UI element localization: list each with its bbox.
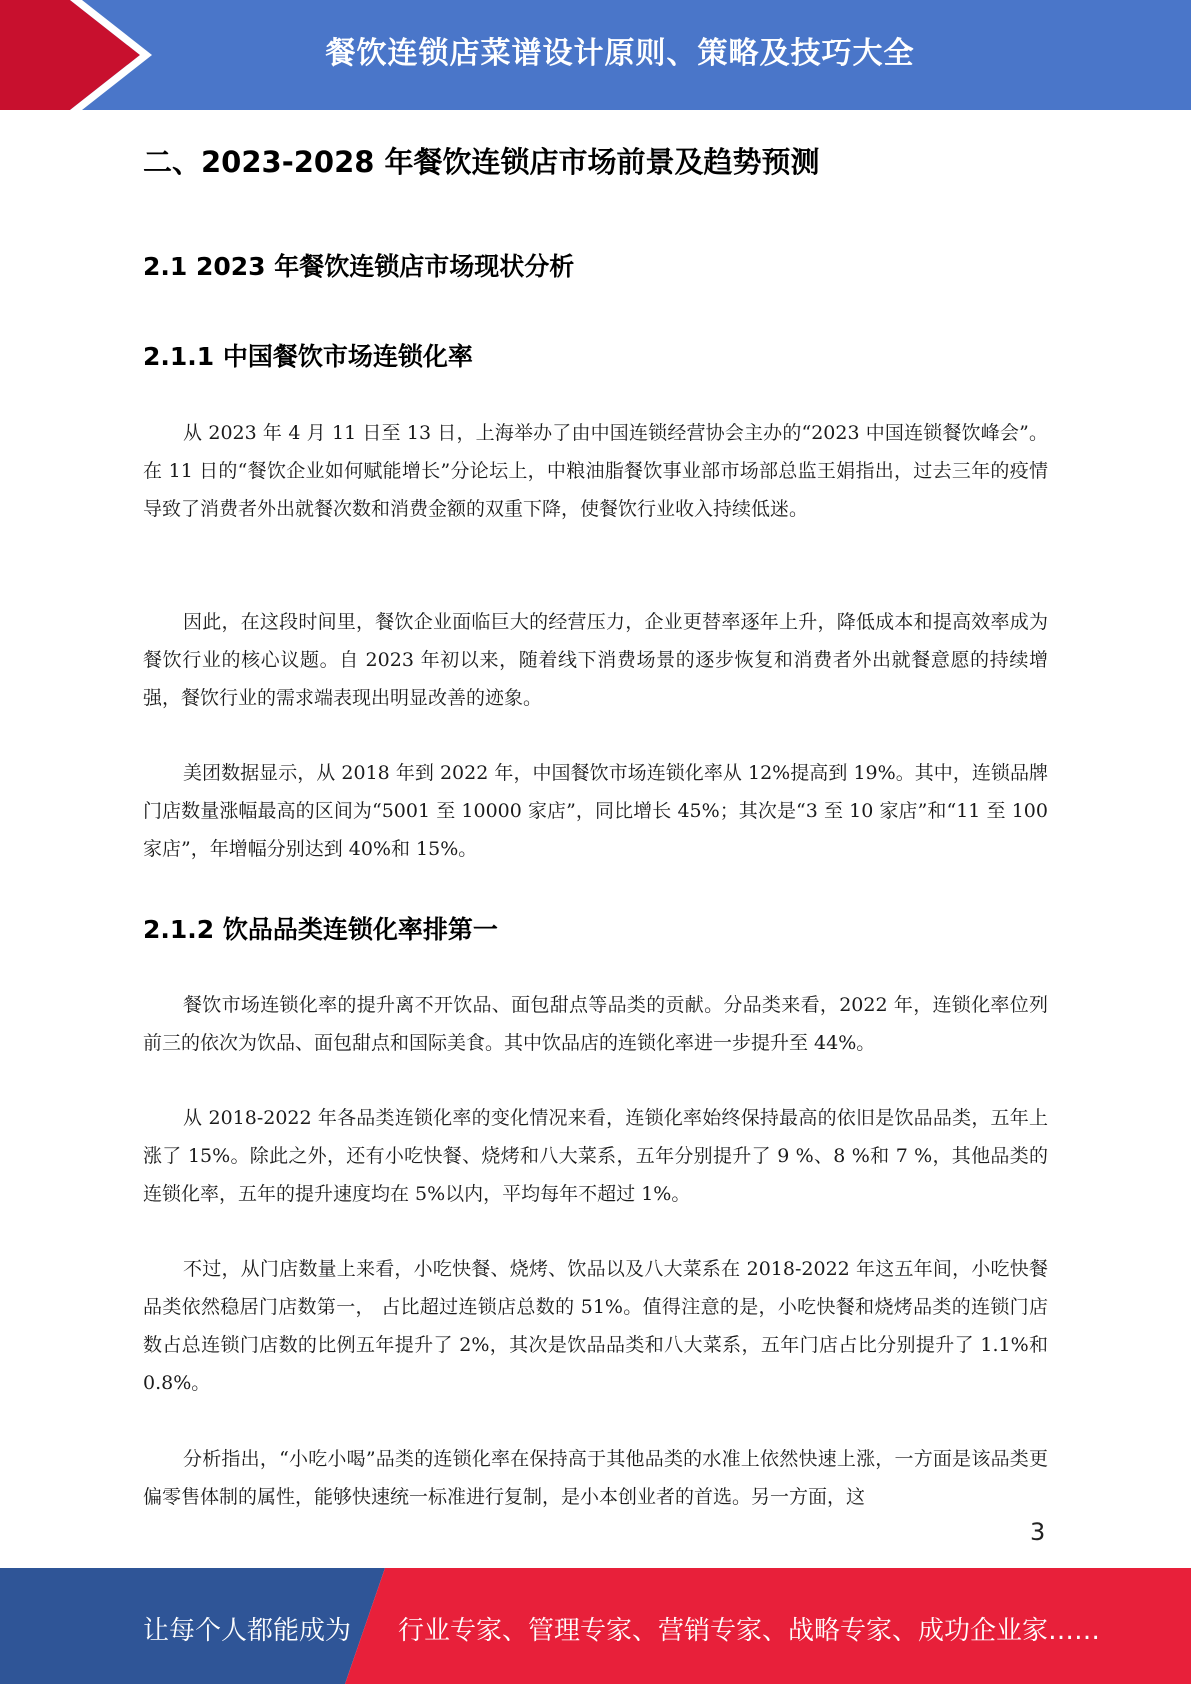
footer-slogan-right: 行业专家、管理专家、营销专家、战略专家、成功企业家…… <box>398 1616 1101 1646</box>
paragraph-1: 从 2023 年 4 月 11 日至 13 日，上海举办了由中国连锁经营协会主办的“2023 中国连锁餐饮峰会”。在 11 日的“餐饮企业如何赋能增长”分论坛上，中粮油脂餐饮事业部市场部总监王娟指出，过去三年的疫情导致了消费者外出就餐次数和消费金额的双重下降，使餐饮行业收入持续低迷。 <box>143 422 1048 520</box>
section-heading-2-1: 2.1 2023 年餐饮连锁店市场现状分析 <box>143 252 575 281</box>
section-heading-2-1-2: 2.1.2 饮品品类连锁化率排第一 <box>143 915 498 944</box>
section-heading-2-1-1: 2.1.1 中国餐饮市场连锁化率 <box>143 342 473 371</box>
paragraph-5: 从 2018-2022 年各品类连锁化率的变化情况来看，连锁化率始终保持最高的依旧是饮品品类，五年上涨了 15%。除此之外，还有小吃快餐、烧烤和八大菜系，五年分别提升了 9 %、8 %和 7 %，其他品类的连锁化率，五年的提升速度均在 5%以内，平均每年不超过 1%。 <box>143 1107 1048 1205</box>
page-number: 3 <box>1030 1518 1046 1546</box>
page-footer <box>0 1568 1191 1684</box>
paragraph-7: 分析指出，“小吃小喝”品类的连锁化率在保持高于其他品类的水准上依然快速上涨，一方面是该品类更偏零售体制的属性，能够快速统一标准进行复制，是小本创业者的首选。另一方面，这 <box>143 1448 1048 1508</box>
paragraph-3: 美团数据显示，从 2018 年到 2022 年，中国餐饮市场连锁化率从 12%提高到 19%。其中，连锁品牌门店数量涨幅最高的区间为“5001 至 10000 家店”，同比增长 45%；其次是“3 至 10 家店”和“11 至 100 家店”，年增幅分别达到 40%和 15%。 <box>143 762 1048 860</box>
footer-slogan-left: 让每个人都能成为 <box>143 1616 352 1646</box>
paragraph-6: 不过，从门店数量上来看，小吃快餐、烧烤、饮品以及八大菜系在 2018-2022 年这五年间，小吃快餐品类依然稳居门店数第一， 占比超过连锁店总数的 51%。值得注意的是，小吃快餐和烧烤品类的连锁门店数占总连锁门店数的比例五年提升了 2%，其次是饮品品类和八大菜系，五年门店占比分别提升了 1.1%和 0.8%。 <box>143 1258 1048 1394</box>
header-title: 餐饮连锁店菜谱设计原则、策略及技巧大全 <box>325 36 915 71</box>
page-header <box>0 0 1191 110</box>
paragraph-4: 餐饮市场连锁化率的提升离不开饮品、面包甜点等品类的贡献。分品类来看，2022 年，连锁化率位列前三的依次为饮品、面包甜点和国际美食。其中饮品店的连锁化率进一步提升至 44%。 <box>143 994 1048 1054</box>
section-heading-main: 二、2023-2028 年餐饮连锁店市场前景及趋势预测 <box>143 145 820 179</box>
paragraph-2: 因此，在这段时间里，餐饮企业面临巨大的经营压力，企业更替率逐年上升，降低成本和提高效率成为餐饮行业的核心议题。自 2023 年初以来，随着线下消费场景的逐步恢复和消费者外出就餐意愿的持续增强，餐饮行业的需求端表现出明显改善的迹象。 <box>143 611 1048 709</box>
